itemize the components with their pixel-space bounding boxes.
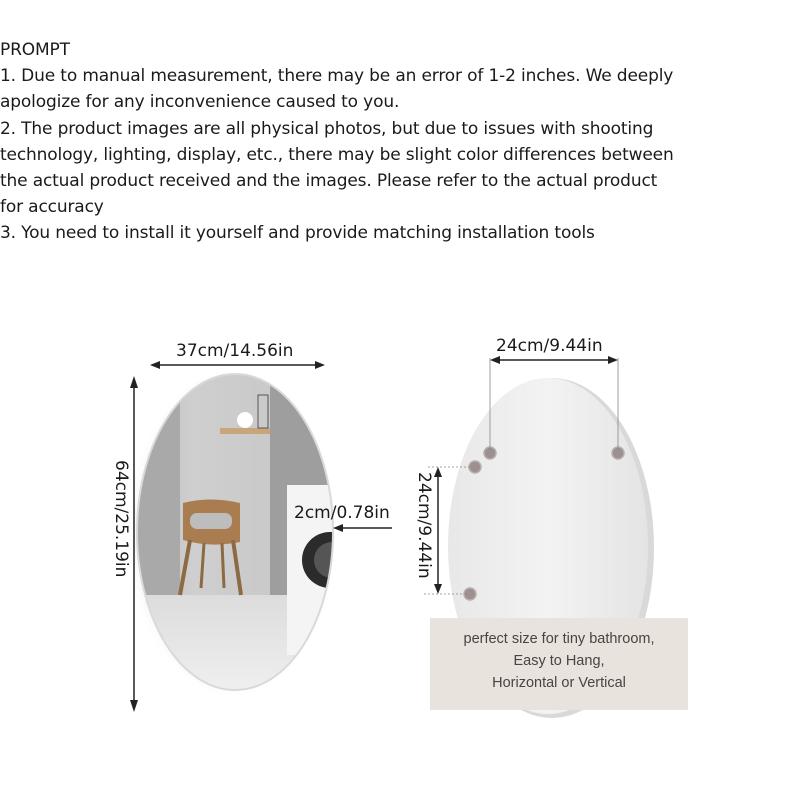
vertical-spacing-label: 24cm/9.44in [414,472,434,579]
thickness-dimension-label: 2cm/0.78in [294,503,390,523]
feature-caption [430,618,688,710]
prompt-line: for accuracy [0,197,104,218]
horizontal-spacing-label: 24cm/9.44in [496,336,603,356]
prompt-line: technology, lighting, display, etc., there may be slight color differences between [0,144,674,165]
prompt-line: 1. Due to manual measurement, there may be an error of 1-2 inches. We deeply [0,66,674,87]
prompt-line: the actual product received and the images. Please refer to the actual product [0,171,658,192]
prompt-heading: PROMPT [0,40,70,60]
prompt-line: apologize for any inconvenience caused to you. [0,92,400,113]
caption-line: Easy to Hang, [513,653,605,669]
height-dimension-label: 64cm/25.19in [111,460,131,578]
caption-line: Horizontal or Vertical [492,675,626,691]
width-dimension-label: 37cm/14.56in [176,341,294,361]
caption-line: perfect size for tiny bathroom, [463,631,655,647]
prompt-line: 3. You need to install it yourself and provide matching installation tools [0,223,595,244]
prompt-line: 2. The product images are all physical photos, but due to issues with shooting [0,118,654,139]
